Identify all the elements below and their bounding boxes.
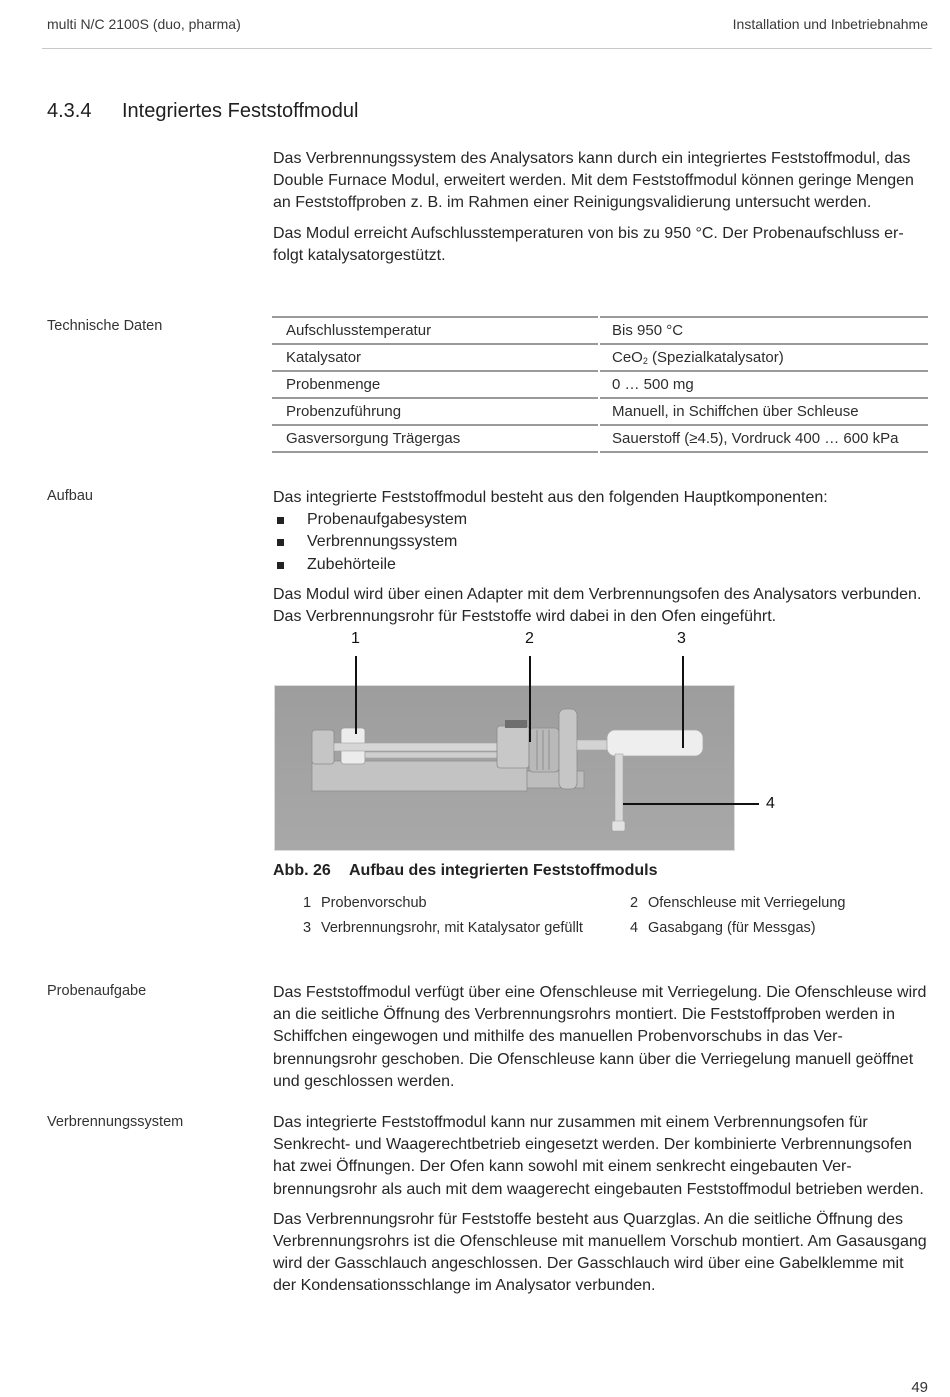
table-key: Probenzuführung xyxy=(272,397,598,424)
legend-item xyxy=(300,893,580,913)
legend-number: 2 xyxy=(630,895,639,911)
table-key: Aufschlusstemperatur xyxy=(272,316,598,343)
quartz-tube xyxy=(577,740,607,750)
section-number: 4.3.4 xyxy=(47,100,92,122)
legend-number: 4 xyxy=(630,920,639,936)
callout-label-2: 2 xyxy=(525,630,534,647)
list-item xyxy=(273,554,928,576)
table-row xyxy=(272,397,928,424)
side-label-technische-daten: Technische Daten xyxy=(47,318,163,334)
legend-text: Probenvorschub xyxy=(321,895,427,911)
legend-number: 1 xyxy=(303,895,312,911)
side-label-verbrennungssystem: Verbrennungssystem xyxy=(47,1114,184,1130)
legend-text: Ofenschleuse mit Verriegelung xyxy=(648,895,846,911)
table-value: Bis 950 °C xyxy=(600,316,928,343)
lock-latch xyxy=(505,720,527,728)
header-document-title: multi N/C 2100S (duo, pharma) xyxy=(47,16,241,32)
list-item-text: Zubehörteile xyxy=(307,555,396,573)
technical-data-table xyxy=(272,316,928,453)
list-item xyxy=(273,509,928,531)
table-bottom-border xyxy=(272,451,928,453)
base-rail xyxy=(312,761,527,791)
side-label-probenaufgabe: Probenaufgabe xyxy=(47,983,147,999)
list-item-text: Verbrennungssystem xyxy=(307,533,458,551)
probenaufgabe-paragraph: Das Feststoffmodul verfügt über eine Ofenschleuse mit Verriegelung. Die Ofenschleuse wird an die seitliche Öffnung des Verbrennungsrohrs montiert. Die Feststoffproben werden in Schiffchen eingewogen und mithilfe des manuellen Probenvorschubs in das Verbrennungsrohr geschoben. Die Ofenschleuse kann über die Verriegelung manuell geöffnet und geschlossen werden. xyxy=(273,984,927,1090)
intro-paragraph: Das Modul erreicht Aufschlusstemperaturen von bis zu 950 °C. Der Probenaufschluss erfolgt katalysatorgestützt. xyxy=(273,224,904,264)
table-row xyxy=(272,424,928,451)
callout-label-4: 4 xyxy=(766,795,775,812)
callout-label-1: 1 xyxy=(351,630,360,647)
callout-line-3 xyxy=(682,656,684,748)
table-value: Sauerstoff (≥4.5), Vordruck 400 … 600 kPa xyxy=(600,424,928,451)
aufbau-paragraph: Das Modul wird über einen Adapter mit dem Verbrennungsofen des Analysators verbunden. Das Verbrennungsrohr für Feststoffe wird dabei in den Ofen eingeführt. xyxy=(273,585,922,626)
intro-paragraph: Das Verbrennungssystem des Analysators kann durch ein integriertes Feststoffmodul, das Double Furnace Modul, erweitert werden. Mit dem Feststoffmodul können geringe Mengen an Feststoffproben z. B. im Rahmen einer Reinigungsvalidierung untersucht werden. xyxy=(273,150,914,212)
legend-item xyxy=(627,893,897,913)
callout-line-4 xyxy=(623,803,759,805)
glass-tube xyxy=(334,743,501,751)
module-photo xyxy=(274,685,735,851)
table-value: Manuell, in Schiffchen über Schleuse xyxy=(600,397,928,424)
bullet-square-icon xyxy=(277,539,284,546)
table-bottom-rule-left xyxy=(272,451,598,453)
table-row xyxy=(272,370,928,397)
section-title: Integriertes Feststoffmodul xyxy=(122,100,359,122)
lock-housing xyxy=(497,726,529,768)
module-illustration xyxy=(275,686,734,850)
verbrennungssystem-paragraph: Das Verbrennungsrohr für Feststoffe besteht aus Quarzglas. An die seitliche Öffnung des Verbrennungsrohrs ist die Ofenschleuse mit manuellem Vorschub montiert. Am Gasausgang wird der Gasschlauch angeschlossen. Der Gasschlauch wird über eine Gabelklemme mit der Kondensationsschlange im Analysator verbunden. xyxy=(273,1210,927,1295)
aufbau-text xyxy=(273,487,928,636)
formula-rest: (Spezialkatalysator) xyxy=(647,349,784,366)
section-heading xyxy=(47,100,358,123)
formula-subscript: 2 xyxy=(642,356,648,366)
callout-line-2 xyxy=(529,656,531,742)
component-list xyxy=(273,509,928,576)
table-value xyxy=(600,343,928,370)
header-chapter-title: Installation und Inbetriebnahme xyxy=(732,16,928,32)
table-key: Katalysator xyxy=(272,343,598,370)
legend-text: Verbrennungsrohr, mit Katalysator gefüllt xyxy=(321,920,583,936)
verbrennungssystem-paragraph: Das integrierte Feststoffmodul kann nur zusammen mit einem Verbrennungsofen für Senkrecht- und Waagerechtbetrieb eingesetzt werden. Der kombinierte Verbrennungsofen hat zwei Öffnungen. Der Ofen kann sowohl mit einem senkrecht eingebauten Verbrennungsrohr als auch mit dem waagerecht eingebauten Feststoffmodul betrieben werden. xyxy=(273,1114,924,1198)
legend-item xyxy=(627,918,897,938)
table-key: Gasversorgung Trägergas xyxy=(272,424,598,451)
side-label-aufbau: Aufbau xyxy=(47,488,93,504)
gas-outlet-tip xyxy=(612,821,625,831)
adapter-flange xyxy=(559,709,577,789)
page-number: 49 xyxy=(911,1379,928,1396)
table-row xyxy=(272,343,928,370)
legend-text: Gasabgang (für Messgas) xyxy=(648,920,816,936)
guide-rod xyxy=(365,752,501,758)
list-item xyxy=(273,531,928,553)
header-divider xyxy=(42,48,932,49)
table-bottom-rule-right xyxy=(600,451,928,453)
figure-title: Aufbau des integrierten Feststoffmoduls xyxy=(349,862,658,879)
formula-main: CeO xyxy=(612,349,643,366)
bullet-square-icon xyxy=(277,517,284,524)
callout-line-1 xyxy=(355,656,357,734)
catalyst-tube xyxy=(607,730,703,756)
figure-feststoffmodul xyxy=(273,628,803,858)
bullet-square-icon xyxy=(277,562,284,569)
threaded-connector xyxy=(529,728,559,772)
table-value: 0 … 500 mg xyxy=(600,370,928,397)
table-row xyxy=(272,316,928,343)
end-cap xyxy=(312,730,334,764)
table-key: Probenmenge xyxy=(272,370,598,397)
list-item-text: Probenaufgabesystem xyxy=(307,511,468,529)
aufbau-intro: Das integrierte Feststoffmodul besteht aus den folgenden Hauptkomponenten: xyxy=(273,489,828,506)
probenaufgabe-text xyxy=(273,982,928,1101)
gas-outlet-tube xyxy=(615,754,623,824)
callout-label-3: 3 xyxy=(677,630,686,647)
figure-caption xyxy=(273,862,657,880)
legend-number: 3 xyxy=(303,920,312,936)
verbrennungssystem-text xyxy=(273,1112,928,1306)
figure-number: Abb. 26 xyxy=(273,862,331,879)
intro-text xyxy=(273,148,928,275)
legend-item xyxy=(300,918,585,938)
